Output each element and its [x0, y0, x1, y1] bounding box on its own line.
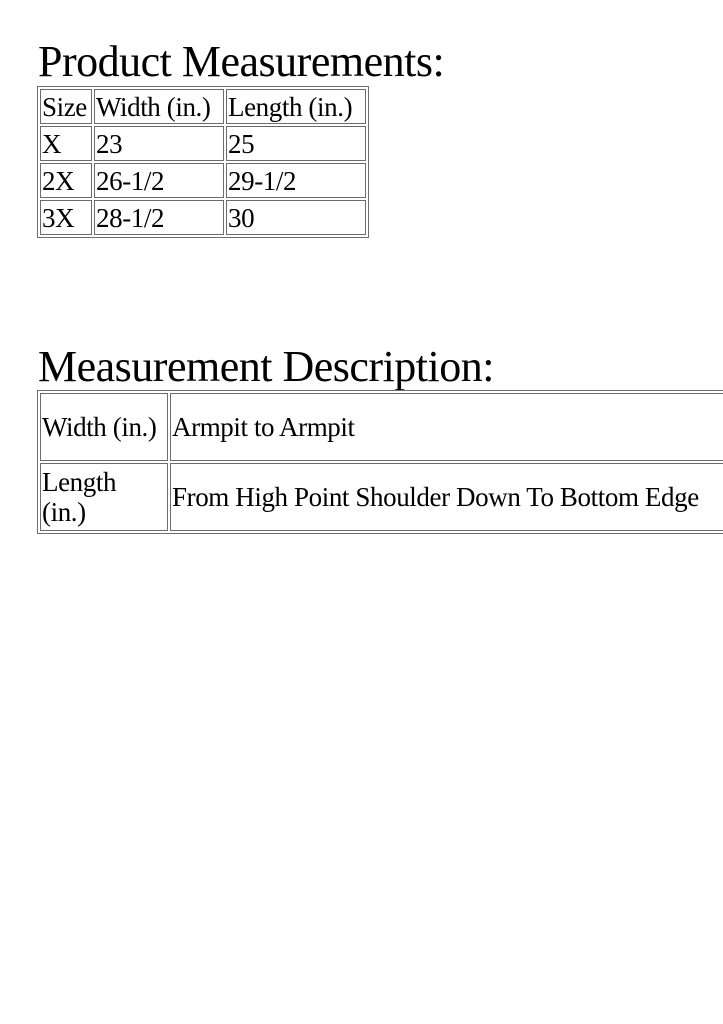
table-row [40, 393, 723, 461]
length-cell: 25 [226, 126, 366, 161]
length-cell: 30 [226, 200, 366, 235]
term-cell: Length (in.) [40, 463, 168, 531]
length-cell: 29-1/2 [226, 163, 366, 198]
size-cell: 3X [40, 200, 92, 235]
product-measurements-heading: Product Measurements: [38, 37, 445, 86]
header-cell-width: Width (in.) [94, 89, 224, 124]
width-cell: 28-1/2 [94, 200, 224, 235]
measurement-description-heading: Measurement Description: [38, 342, 494, 391]
header-cell-size: Size [40, 89, 92, 124]
width-cell: 23 [94, 126, 224, 161]
header-cell-length: Length (in.) [226, 89, 366, 124]
width-cell: 26-1/2 [94, 163, 224, 198]
definition-cell: Armpit to Armpit [170, 393, 723, 461]
table-row [40, 163, 366, 198]
table-row [40, 126, 366, 161]
table-header-row [40, 89, 366, 124]
measurement-description-table [37, 390, 723, 534]
table-row [40, 463, 723, 531]
size-cell: 2X [40, 163, 92, 198]
definition-cell: From High Point Shoulder Down To Bottom Edge [170, 463, 723, 531]
table-row [40, 200, 366, 235]
term-cell: Width (in.) [40, 393, 168, 461]
product-measurements-table [37, 86, 369, 238]
size-cell: X [40, 126, 92, 161]
